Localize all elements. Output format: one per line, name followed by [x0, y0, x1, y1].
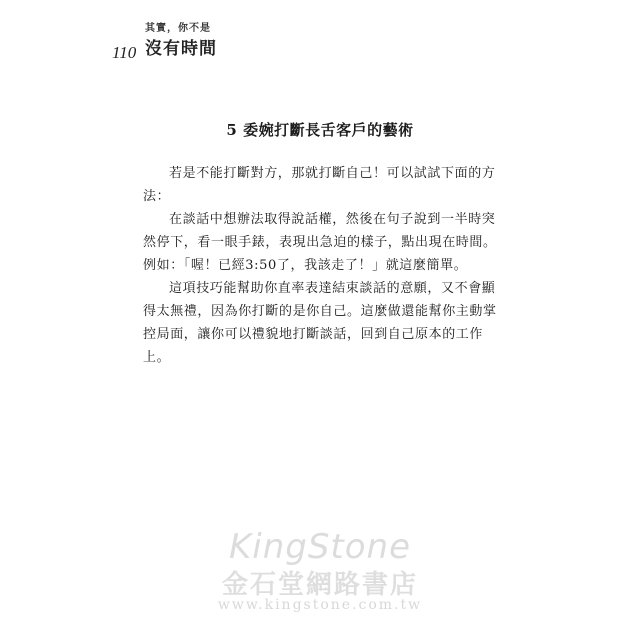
book-title: 沒有時間 — [145, 39, 217, 59]
body-text — [143, 162, 499, 369]
running-head — [145, 22, 217, 60]
chapter-heading: 5 委婉打斷長舌客戶的藝術 — [226, 121, 414, 139]
page-number: 110 — [112, 43, 137, 62]
watermark — [0, 528, 640, 614]
book-subtitle: 其實，你不是 — [145, 23, 211, 34]
paragraph: 若是不能打斷對方，那就打斷自己！可以試試下面的方法： — [143, 166, 496, 204]
paragraph: 在談話中想辦法取得說話權，然後在句子說到一半時突然停下，看一眼手錶，表現出急迫的樣子，點出現在時間。例如：「喔！已經3:50了，我該走了！」就這麼簡單。 — [143, 212, 497, 273]
watermark-chinese-name: 金石堂網路書店 — [221, 570, 418, 600]
watermark-logo: KingStone — [228, 527, 412, 567]
watermark-url: www.kingstone.com.tw — [217, 597, 423, 613]
paragraph: 這項技巧能幫助你直率表達結束談話的意願，又不會顯得太無禮，因為你打斷的是你自己。這麼做還能幫你主動掌控局面，讓你可以禮貌地打斷談話，回到自己原本的工作上。 — [143, 281, 497, 365]
